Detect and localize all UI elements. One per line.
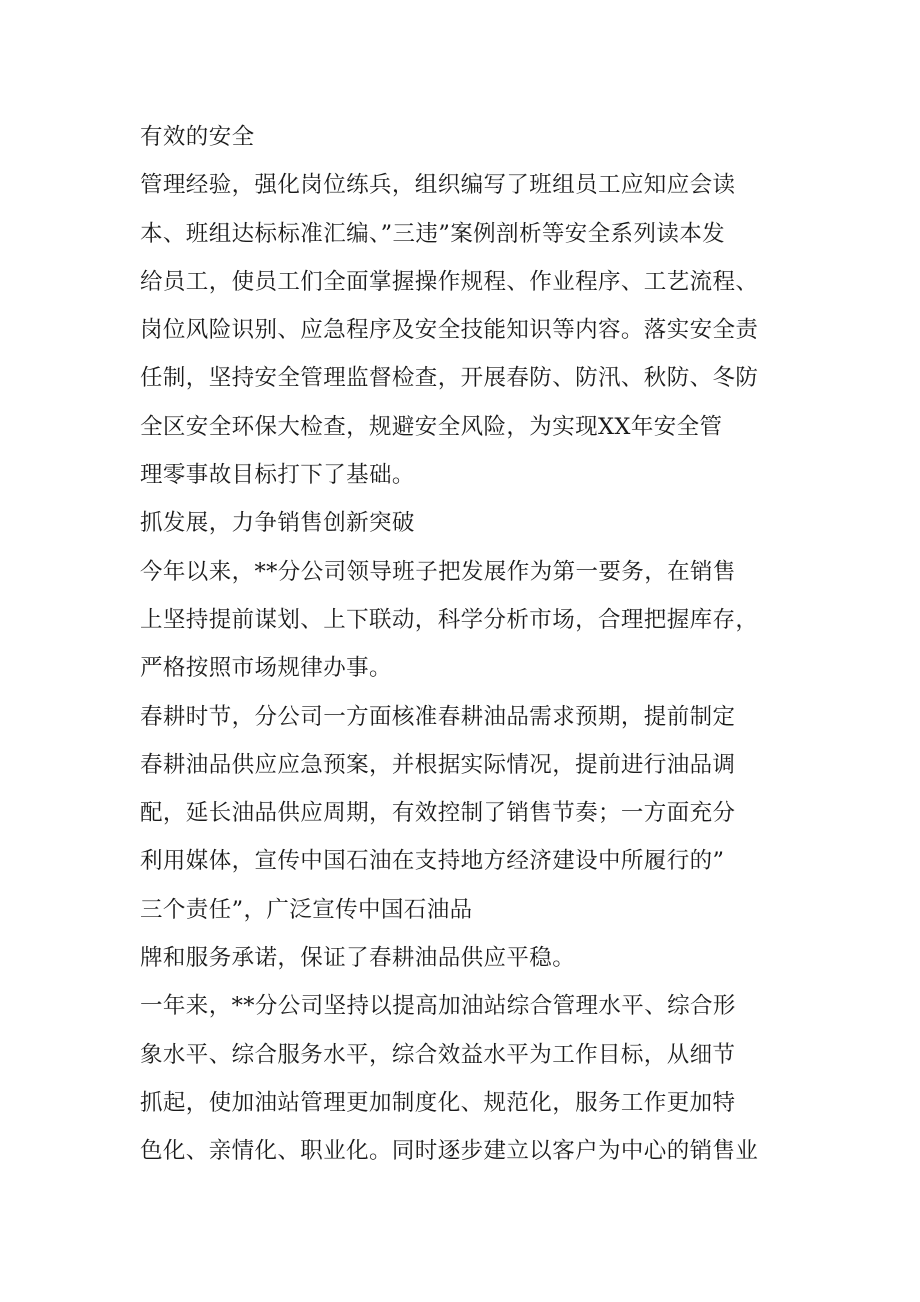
text-line: 有效的安全 bbox=[140, 124, 255, 150]
text-line: 上坚持提前谋划、上下联动，科学分析市场，合理把握库存， bbox=[140, 606, 759, 633]
text-line: 任制，坚持安全管理监督检查，开展春防、防汛、秋防、冬防 bbox=[140, 365, 759, 392]
section-heading: 抓发展，力争销售创新突破 bbox=[140, 510, 415, 537]
text-line: 今年以来，**分公司领导班子把发展作为第一要务，在销售 bbox=[140, 558, 736, 585]
text-line: 色化、亲情化、职业化。同时逐步建立以客户为中心的销售业 bbox=[140, 1138, 759, 1165]
text-line: 抓起，使加油站管理更加制度化、规范化，服务工作更加特 bbox=[140, 1089, 736, 1116]
text-line: 理零事故目标打下了基础。 bbox=[140, 462, 415, 489]
text-line: 春耕油品供应应急预案，并根据实际情况，提前进行油品调 bbox=[140, 751, 736, 778]
text-line: 严格按照市场规律办事。 bbox=[140, 655, 392, 682]
body-text bbox=[140, 113, 790, 1176]
text-line: 象水平、综合服务水平，综合效益水平为工作目标，从细节 bbox=[140, 1041, 736, 1068]
text-line: 本、班组达标标准汇编、”三违”案例剖析等安全系列读本发 bbox=[140, 220, 726, 247]
text-line: 春耕时节，分公司一方面核准春耕油品需求预期，提前制定 bbox=[140, 703, 736, 730]
text-line: 全区安全环保大检查，规避安全风险，为实现XX年安全管 bbox=[140, 413, 723, 440]
text-line: 牌和服务承诺，保证了春耕油品供应平稳。 bbox=[140, 945, 576, 972]
text-line: 岗位风险识别、应急程序及安全技能知识等内容。落实安全责 bbox=[140, 317, 759, 344]
text-line: 三个责任”，广泛宣传中国石油品 bbox=[140, 896, 473, 923]
text-line: 一年来，**分公司坚持以提高加油站综合管理水平、综合形 bbox=[140, 993, 736, 1020]
text-line: 给员工，使员工们全面掌握操作规程、作业程序、工艺流程、 bbox=[140, 268, 759, 295]
text-line: 利用媒体，宣传中国石油在支持地方经济建设中所履行的” bbox=[140, 848, 725, 875]
text-line: 配，延长油品供应周期，有效控制了销售节奏；一方面充分 bbox=[140, 800, 736, 827]
text-line: 管理经验，强化岗位练兵，组织编写了班组员工应知应会读 bbox=[140, 172, 736, 199]
